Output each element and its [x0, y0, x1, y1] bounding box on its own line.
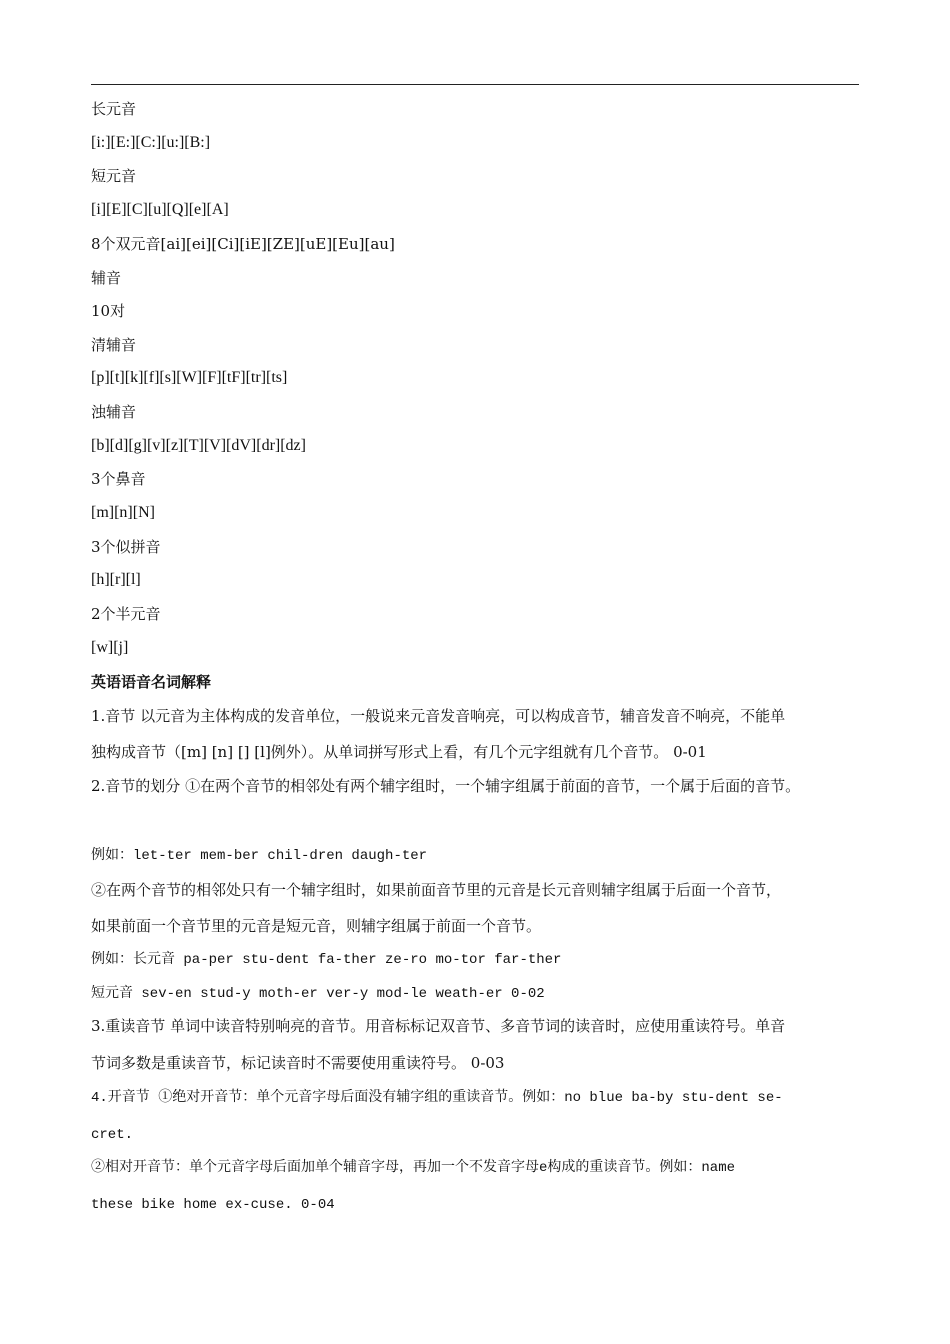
item4-line1: 4.开音节 ①绝对开音节：单个元音字母后面没有辅字组的重读音节。例如：no blue ba-by stu-dent se- [91, 1090, 783, 1106]
diphthongs: 8个双元音[ai][ei][Ci][iE][ZE][uE][Eu][au] [91, 235, 395, 253]
header-rule [91, 84, 859, 85]
semivowel-title: 2个半元音 [91, 605, 161, 623]
voiced-consonants: [b][d][g][v][z][T][V][dV][dr][dz] [91, 437, 306, 454]
consonant-title: 辅音 [91, 269, 122, 287]
item4-line3: ②相对开音节：单个元音字母后面加单个辅音字母，再加一个不发音字母e构成的重读音节。例如：name [91, 1160, 736, 1176]
pairs-count: 10对 [91, 302, 126, 320]
item2-line2: ②在两个音节的相邻处只有一个辅字组时，如果前面音节里的元音是长元音则辅字组属于后面一个音节， [91, 881, 782, 899]
item2-line3: 如果前面一个音节里的元音是短元音，则辅字组属于前面一个音节。 [91, 917, 542, 935]
item1-line1: 1.音节 以元音为主体构成的发音单位，一般说来元音发音响亮，可以构成音节，辅音发音不响亮，不能单 [91, 707, 786, 725]
item2-line1: 2.音节的划分 ①在两个音节的相邻处有两个辅字组时，一个辅字组属于前面的音节，一个属于后面的音节。 [91, 777, 801, 795]
pinyin-like-title: 3个似拼音 [91, 538, 161, 556]
long-vowels: [i:][E:][C:][u:][B:] [91, 134, 211, 151]
short-vowels: [i][E][C][u][Q][e][A] [91, 201, 229, 218]
item2-example1: 例如：let-ter mem-ber chil-dren daugh-ter [91, 848, 428, 864]
voiceless-title: 清辅音 [91, 336, 137, 354]
long-vowel-title: 长元音 [91, 100, 137, 118]
item1-line2: 独构成音节（[m] [n] [] [l]例外）。从单词拼写形式上看，有几个元字组就有几个音节。 0-01 [91, 743, 707, 761]
semivowels: [w][j] [91, 639, 129, 656]
glossary-heading: 英语语音名词解释 [91, 673, 212, 691]
short-vowel-title: 短元音 [91, 167, 137, 185]
item3-line2: 节词多数是重读音节，标记读音时不需要使用重读符号。 0-03 [91, 1054, 505, 1072]
item4-line4: these bike home ex-cuse. 0-04 [91, 1197, 335, 1213]
voiceless-consonants: [p][t][k][f][s][W][F][tF][tr][ts] [91, 369, 288, 386]
item3-line1: 3.重读音节 单词中读音特别响亮的音节。用音标标记双音节、多音节词的读音时，应使用重读符号。单音 [91, 1017, 786, 1035]
item4-line2: cret. [91, 1127, 134, 1143]
nasals: [m][n][N] [91, 504, 155, 521]
item2-example3: 短元音 sev-en stud-y moth-er ver-y mod-le weath-er 0-02 [91, 986, 545, 1002]
item2-example2: 例如：长元音 pa-per stu-dent fa-ther ze-ro mo-tor far-ther [91, 952, 562, 968]
pinyin-like: [h][r][l] [91, 571, 141, 588]
nasal-title: 3个鼻音 [91, 470, 146, 488]
voiced-title: 浊辅音 [91, 403, 137, 421]
